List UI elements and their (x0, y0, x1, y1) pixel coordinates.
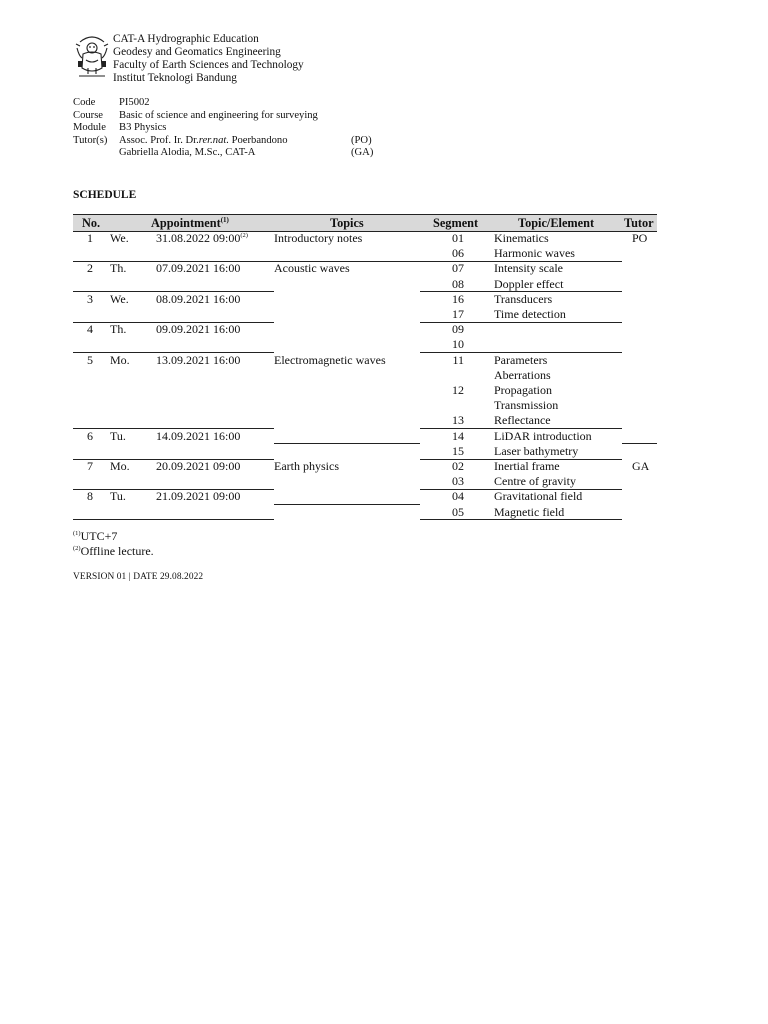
segment-number: 07 (452, 261, 464, 276)
topic-element: Transmission (494, 398, 559, 413)
header-no: No. (82, 216, 101, 230)
tutor-1-name: Assoc. Prof. Ir. Dr.rer.nat. Poerbandono (119, 135, 288, 146)
institution-line-2: Geodesy and Geomatics Engineering (113, 46, 281, 58)
course-value: Basic of science and engineering for surveying (119, 110, 318, 121)
tutor-1-abbr: (PO) (351, 135, 372, 146)
segment-number: 03 (452, 474, 464, 489)
institution-line-1: CAT-A Hydrographic Education (113, 33, 259, 45)
version-line: VERSION 01 | DATE 29.08.2022 (73, 572, 204, 582)
row-datetime: 09.09.2021 16:00 (156, 322, 241, 337)
row-datetime: 13.09.2021 16:00 (156, 352, 241, 367)
row-number: 7 (87, 459, 93, 473)
topic-element: Magnetic field (494, 504, 565, 519)
header-tutor: Tutor (624, 216, 654, 230)
segment-number: 17 (452, 307, 464, 321)
segment-number: 02 (452, 459, 464, 473)
table-header (73, 214, 657, 232)
row-number: 5 (87, 352, 93, 367)
segment-number: 10 (452, 337, 464, 352)
row-datetime: 07.09.2021 16:00 (156, 261, 241, 276)
topic-element: Gravitational field (494, 489, 583, 504)
header-element: Topic/Element (518, 216, 595, 230)
segment-divider (420, 519, 622, 520)
topic-element: Reflectance (494, 413, 551, 428)
code-value: PI5002 (119, 97, 150, 108)
header-segment: Segment (433, 216, 479, 230)
footnote-1: $^{(1)}$UTC+7 (73, 529, 118, 543)
row-number: 8 (87, 489, 93, 504)
topic-element: Doppler effect (494, 276, 564, 291)
tutor-2-name: Gabriella Alodia, M.Sc., CAT-A (119, 147, 256, 158)
row-tutor: PO (632, 231, 648, 245)
topic-divider (274, 443, 420, 444)
row-divider (73, 519, 274, 520)
row-datetime: 14.09.2021 16:00 (156, 428, 241, 443)
itb-ganesha-logo-icon (74, 34, 110, 80)
row-day: We. (110, 231, 129, 245)
row-number: 4 (87, 322, 93, 337)
row-tutor: GA (632, 459, 650, 473)
header-appointment: Appointment$^{(1)}$ (151, 216, 229, 230)
topic-element: Intensity scale (494, 261, 563, 276)
topic-element: Aberrations (494, 367, 551, 382)
module-label: Module (73, 122, 106, 133)
institution-line-4: Institut Teknologi Bandung (113, 72, 237, 84)
topic-element: Parameters (494, 352, 548, 367)
row-day: Tu. (110, 428, 126, 443)
row-topic: Acoustic waves (274, 261, 350, 276)
segment-number: 11 (452, 352, 464, 367)
schedule-title: SCHEDULE (73, 189, 137, 201)
row-datetime: 21.09.2021 09:00 (156, 489, 241, 504)
segment-number: 14 (452, 428, 464, 443)
row-day: Mo. (110, 352, 130, 367)
topic-element: Harmonic waves (494, 246, 575, 261)
segment-number: 01 (452, 231, 464, 245)
row-day: Th. (110, 322, 127, 337)
topic-element: Propagation (494, 383, 552, 397)
segment-number: 12 (452, 383, 464, 397)
topic-element: Centre of gravity (494, 474, 576, 489)
row-day: We. (110, 291, 129, 306)
row-number: 2 (87, 261, 93, 276)
topic-element: Laser bathymetry (494, 443, 579, 458)
code-label: Code (73, 97, 96, 108)
segment-number: 08 (452, 276, 464, 291)
institution-line-3: Faculty of Earth Sciences and Technology (113, 59, 304, 71)
tutor-label: Tutor(s) (73, 135, 108, 146)
tutor-divider (622, 443, 657, 444)
header-topics: Topics (330, 216, 364, 230)
segment-number: 16 (452, 291, 464, 306)
topic-element: LiDAR introduction (494, 428, 592, 443)
topic-divider (274, 504, 420, 505)
row-topic: Introductory notes (274, 231, 363, 245)
row-datetime: 20.09.2021 09:00 (156, 459, 241, 473)
course-label: Course (73, 110, 104, 121)
row-day: Th. (110, 261, 127, 276)
row-datetime: 31.08.2022 09:00$^{(2)}$ (156, 231, 248, 245)
tutor-2-abbr: (GA) (351, 147, 374, 158)
row-number: 6 (87, 428, 93, 443)
row-number: 3 (87, 291, 93, 306)
segment-number: 04 (452, 489, 464, 504)
footnote-2: $^{(2)}$Offline lecture. (73, 544, 154, 558)
row-topic: Earth physics (274, 459, 339, 473)
segment-number: 15 (452, 443, 464, 458)
row-topic: Electromagnetic waves (274, 352, 386, 367)
row-number: 1 (87, 231, 93, 245)
topic-element: Transducers (494, 291, 553, 306)
topic-element: Inertial frame (494, 459, 560, 473)
row-datetime: 08.09.2021 16:00 (156, 291, 241, 306)
segment-number: 06 (452, 246, 464, 261)
segment-number: 13 (452, 413, 464, 428)
module-value: B3 Physics (119, 122, 167, 133)
row-day: Mo. (110, 459, 130, 473)
topic-divider (274, 261, 420, 262)
segment-number: 05 (452, 504, 464, 519)
row-day: Tu. (110, 489, 126, 504)
topic-element: Time detection (494, 307, 566, 321)
segment-number: 09 (452, 322, 464, 337)
topic-element: Kinematics (494, 231, 549, 245)
